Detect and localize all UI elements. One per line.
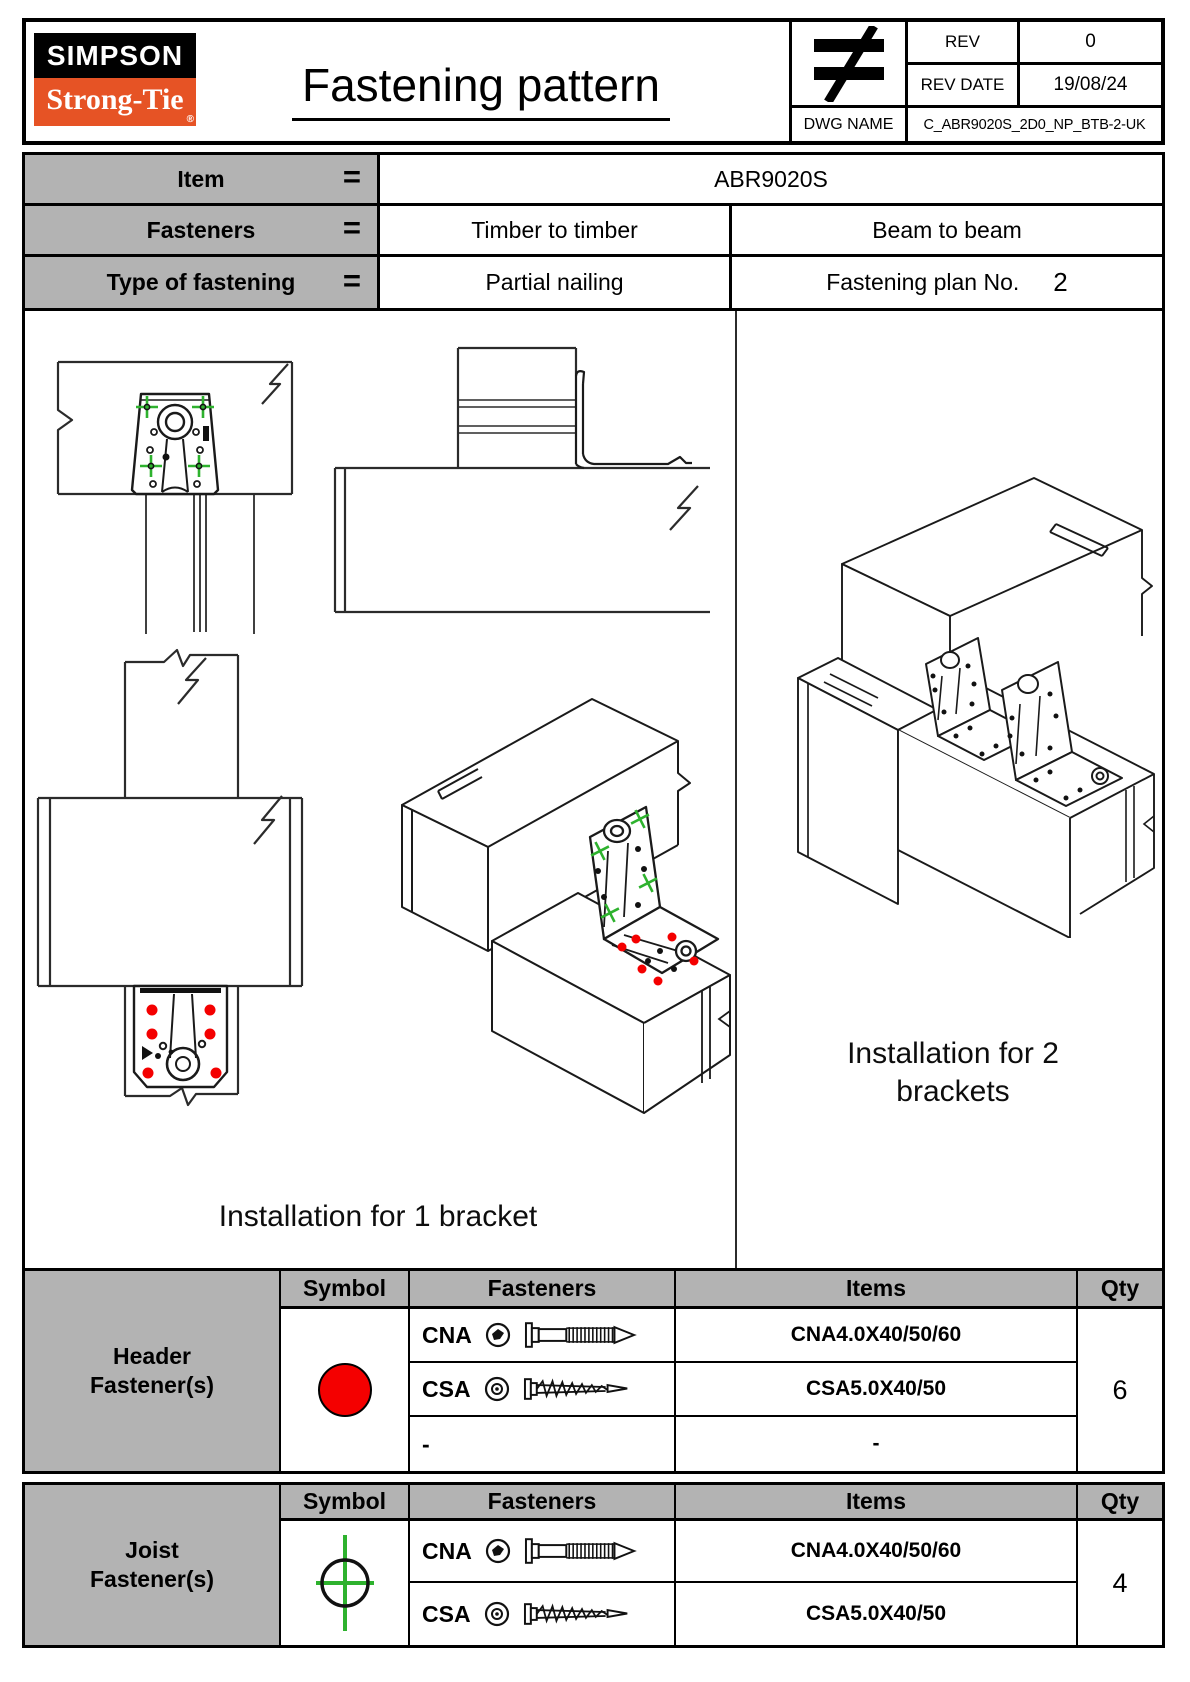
header-fastener-symbol-cell: [281, 1309, 410, 1471]
cna-head-icon: [483, 1536, 513, 1566]
fastener-row-cna: CNA: [410, 1521, 676, 1583]
page-title: Fastening pattern: [211, 58, 751, 121]
csa-screw-icon: [523, 1599, 641, 1629]
fasteners-value-left: Timber to timber: [380, 206, 732, 254]
header-fastener-row-label: Header Fastener(s): [25, 1271, 281, 1471]
fasteners-label: Fasteners =: [25, 206, 380, 254]
caption-one-bracket: Installation for 1 bracket: [218, 1200, 538, 1233]
info-row-fasteners: [25, 206, 1162, 257]
dwg-name-label: DWG NAME: [792, 108, 908, 141]
revision-table: [789, 22, 1161, 141]
item-csa: CSA5.0X40/50: [676, 1583, 1078, 1645]
item-info-table: [22, 152, 1165, 311]
cna-head-icon: [483, 1320, 513, 1350]
simpson-strongtie-logo: [34, 33, 196, 126]
column-header-items: Items: [676, 1271, 1078, 1309]
csa-screw-icon: [523, 1374, 641, 1404]
fastener-row-cna: CNA: [410, 1309, 676, 1363]
column-header-fasteners: Fasteners: [410, 1271, 676, 1309]
column-header-fasteners: Fasteners: [410, 1485, 676, 1521]
item-value: ABR9020S: [714, 165, 828, 192]
joist-fastener-table: [22, 1482, 1165, 1648]
fastening-plan-number: 2: [1053, 267, 1068, 297]
item-label: Item =: [25, 155, 380, 203]
fastener-row-csa: CSA: [410, 1363, 676, 1417]
drawing-area: [22, 311, 1165, 1268]
column-header-symbol: Symbol: [281, 1271, 410, 1309]
cross-section-drawing: [30, 648, 315, 1118]
logo-simpson-text: SIMPSON: [34, 33, 196, 78]
item-dash: -: [676, 1417, 1078, 1471]
logo-strongtie-text: Strong-Tie ®: [34, 78, 196, 126]
caption-two-brackets: Installation for 2 brackets: [847, 1037, 1059, 1108]
fastener-row-dash: -: [410, 1417, 676, 1471]
cna-nail-icon: [524, 1320, 642, 1350]
item-cna: CNA4.0X40/50/60: [676, 1521, 1078, 1583]
rev-date-label: REV DATE: [908, 65, 1020, 108]
registered-mark: ®: [186, 114, 194, 125]
info-row-type: [25, 257, 1162, 308]
cna-nail-icon: [524, 1536, 642, 1566]
red-filled-circle-icon: [318, 1363, 372, 1417]
rev-label: REV: [908, 22, 1020, 65]
rev-date-value: 19/08/24: [1020, 65, 1161, 108]
fasteners-value-right: Beam to beam: [872, 216, 1022, 243]
elevation-view-drawing: [318, 340, 733, 625]
column-header-symbol: Symbol: [281, 1485, 410, 1521]
header-fastener-table: [22, 1268, 1165, 1474]
csa-head-icon: [482, 1599, 512, 1629]
plan-view-drawing: [40, 342, 310, 642]
info-row-item: [25, 155, 1162, 206]
equals-sign: =: [342, 159, 361, 195]
isometric-two-brackets-drawing: [750, 468, 1160, 938]
equals-sign: =: [342, 210, 361, 246]
isometric-one-bracket-drawing: [342, 655, 732, 1115]
equals-sign: =: [342, 262, 361, 298]
panel-divider: [735, 311, 737, 1268]
column-header-items: Items: [676, 1485, 1078, 1521]
column-header-qty: Qty: [1078, 1485, 1162, 1521]
type-of-fastening-label: Type of fastening =: [25, 257, 380, 308]
bracket-profile: [576, 371, 692, 468]
fastener-row-csa: CSA: [410, 1583, 676, 1645]
rev-value: 0: [1020, 22, 1161, 65]
joist-fastener-row-label: Joist Fastener(s): [25, 1485, 281, 1645]
first-angle-projection-icon: [792, 22, 908, 108]
item-cna: CNA4.0X40/50/60: [676, 1309, 1078, 1363]
column-header-qty: Qty: [1078, 1271, 1162, 1309]
csa-head-icon: [482, 1374, 512, 1404]
joist-fastener-symbol-cell: [281, 1521, 410, 1645]
type-value-left: Partial nailing: [380, 257, 732, 308]
title-block: [22, 18, 1165, 145]
header-fastener-qty: 6: [1078, 1309, 1162, 1471]
joist-fastener-qty: 4: [1078, 1521, 1162, 1645]
dwg-name-value: C_ABR9020S_2D0_NP_BTB-2-UK: [923, 116, 1146, 133]
green-crosshair-circle-icon: [312, 1531, 378, 1635]
item-csa: CSA5.0X40/50: [676, 1363, 1078, 1417]
fastening-plan-no: Fastening plan No. 2: [826, 267, 1068, 297]
